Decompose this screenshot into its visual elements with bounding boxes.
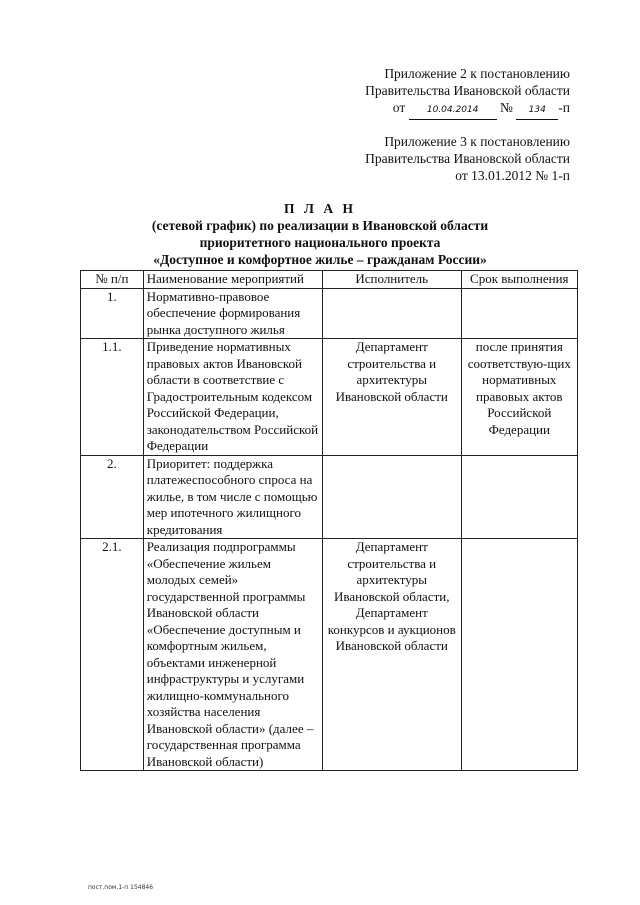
row-number: 1. [81,288,144,339]
title-line4: «Доступное и комфортное жилье – гражданам России» [153,252,487,267]
title-plan: П Л А Н [284,201,356,216]
table-row [81,539,578,771]
appendix-2-number-label: № [500,100,513,115]
row-executor: Департамент строительства и архитектуры Ивановской области [322,339,461,456]
handwritten-date: 10.04.2014 [409,102,497,120]
row-number: 2. [81,455,144,539]
header-activity: Наименование мероприятий [143,271,322,289]
appendix-2-line2: Правительства Ивановской области [365,83,570,98]
appendix-2-from-label: от [392,100,406,115]
row-activity: Нормативно-правовое обеспечение формирования рынка доступного жилья [143,288,322,339]
row-executor [322,455,461,539]
row-term: после принятия соответствую-щих нормативных правовых актов Российской Федерации [461,339,577,456]
row-term [461,288,577,339]
header-term: Срок выполнения [461,271,577,289]
title-line2: (сетевой график) по реализации в Ивановской области [151,218,489,233]
row-activity: Приведение нормативных правовых актов Ивановской области в соответствие с Градостроительным кодексом Российской Федерации, законодательством Российской Федерации [143,339,322,456]
table-row [81,339,578,456]
row-activity: Приоритет: поддержка платежеспособного спроса на жилье, в том числе с помощью мер ипотечного жилищного кредитования [143,455,322,539]
row-term [461,455,577,539]
row-term [461,539,577,771]
appendix-3-line3: от 13.01.2012 № 1-п [455,168,570,183]
title-line3: приоритетного национального проекта [199,235,441,250]
row-number: 2.1. [81,539,144,771]
appendix-2-block [365,65,570,120]
header-executor: Исполнитель [322,271,461,289]
row-executor [322,288,461,339]
appendix-2-line1: Приложение 2 к постановлению [384,66,570,81]
table-row [81,288,578,339]
plan-table [80,270,578,771]
document-title [0,200,640,268]
footer-code: пост.пом.1-п 154846 [88,884,154,891]
row-executor: Департамент строительства и архитектуры Ивановской области, Департамент конкурсов и аукционов Ивановской области [322,539,461,771]
header-number: № п/п [81,271,144,289]
appendix-2-suffix: -п [558,100,570,115]
appendix-3-block [365,133,570,184]
handwritten-number: 134 [516,102,558,120]
row-number: 1.1. [81,339,144,456]
table-row [81,455,578,539]
row-activity: Реализация подпрограммы «Обеспечение жильем молодых семей» государственной программы Ивановской области «Обеспечение доступным и комфортным жильем, объектами инженерной инфраструктуры и услугами жилищно-коммунального хозяйства населения Ивановской области» (далее – государственная программа Ивановской области) [143,539,322,771]
table-header-row [81,271,578,289]
appendix-3-line2: Правительства Ивановской области [365,151,570,166]
appendix-3-line1: Приложение 3 к постановлению [384,134,570,149]
appendix-2-date-line [365,99,570,120]
